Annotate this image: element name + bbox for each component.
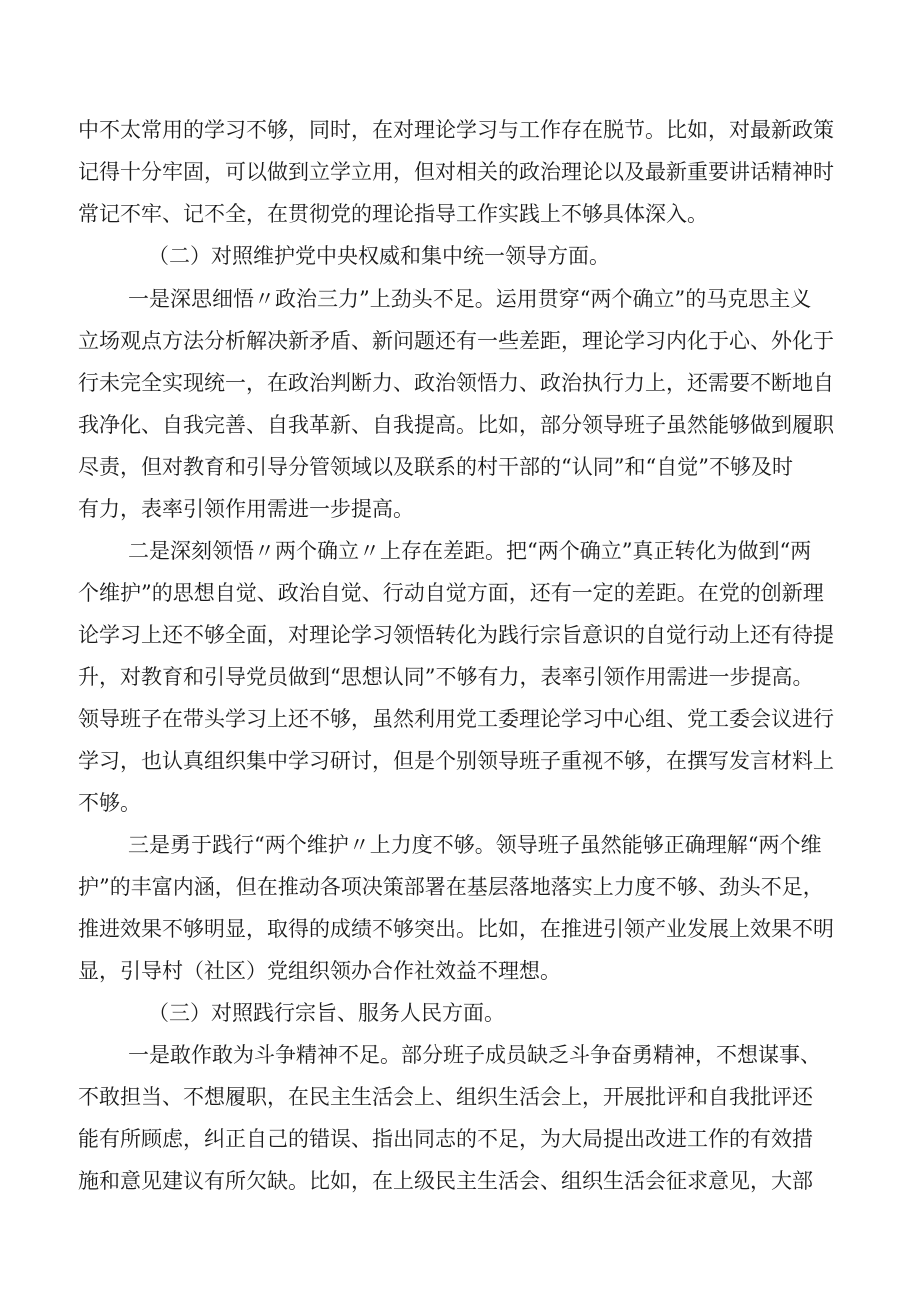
paragraph-start: 三是勇于践行“两个维护〃上力度不够。领导班子虽然能够正确理解“两个维 <box>128 833 822 857</box>
text-line: 推进效果不够明显，取得的成绩不够突出。比如，在推进引领产业发展上效果不明 <box>78 917 834 941</box>
text-line: 有力，表率引领作用需进一步提高。 <box>78 497 414 521</box>
text-line: 领导班子在带头学习上还不够，虽然利用党工委理论学习中心组、党工委会议进行 <box>78 707 834 731</box>
text-line: 论学习上还不够全面，对理论学习领悟转化为践行宗旨意识的自觉行动上还有待提 <box>78 623 834 647</box>
text-line: 施和意见建议有所欠缺。比如，在上级民主生活会、组织生活会征求意见，大部 <box>78 1169 813 1193</box>
text-line: 能有所顾虑，纠正自己的错误、指出同志的不足，为大局提出改进工作的有效措 <box>78 1127 813 1151</box>
paragraph-start: 一是深思细悟〃政治三力”上劲头不足。运用贯穿“两个确立”的马克思主义 <box>128 287 812 311</box>
text-line: 个维护”的思想自觉、政治自觉、行动自觉方面，还有一定的差距。在党的创新理 <box>78 581 824 605</box>
text-line: 护”的丰富内涵，但在推动各项决策部署在基层落地落实上力度不够、劲头不足， <box>78 875 824 899</box>
text-line: 立场观点方法分析解决新矛盾、新问题还有一些差距，理论学习内化于心、外化于 <box>78 329 834 353</box>
text-line: 学习，也认真组织集中学习研讨，但是个别领导班子重视不够，在撰写发言材料上 <box>78 749 834 773</box>
paragraph-start: 二是深刻领悟〃两个确立〃上存在差距。把“两个确立”真正转化为做到“两 <box>128 539 812 563</box>
section-heading: （三）对照践行宗旨、服务人民方面。 <box>148 1001 505 1025</box>
text-line: 升，对教育和引导党员做到“思想认同”不够有力，表率引领作用需进一步提高。 <box>78 665 814 689</box>
paragraph-start: 一是敢作敢为斗争精神不足。部分班子成员缺乏斗争奋勇精神，不想谋事、 <box>128 1043 821 1067</box>
text-line: 行未完全实现统一，在政治判断力、政治领悟力、政治执行力上，还需要不断地自 <box>78 371 834 395</box>
text-line: 常记不牢、记不全，在贯彻党的理论指导工作实践上不够具体深入。 <box>78 202 708 226</box>
text-line: 中不太常用的学习不够，同时，在对理论学习与工作存在脱节。比如，对最新政策 <box>78 118 834 142</box>
text-line: 记得十分牢固，可以做到立学立用，但对相关的政治理论以及最新重要讲话精神时 <box>78 160 834 184</box>
text-line: 我净化、自我完善、自我革新、自我提高。比如，部分领导班子虽然能够做到履职 <box>78 413 834 437</box>
text-line: 不够。 <box>78 791 141 815</box>
section-heading: （二）对照维护党中央权威和集中统一领导方面。 <box>148 244 610 268</box>
text-line: 不敢担当、不想履职，在民主生活会上、组织生活会上，开展批评和自我批评还 <box>78 1085 813 1109</box>
text-line: 显，引导村（社区）党组织领办合作社效益不理想。 <box>78 959 561 983</box>
text-line: 尽责，但对教育和引导分管领域以及联系的村干部的“认同”和“自觉”不够及时 <box>78 455 793 479</box>
